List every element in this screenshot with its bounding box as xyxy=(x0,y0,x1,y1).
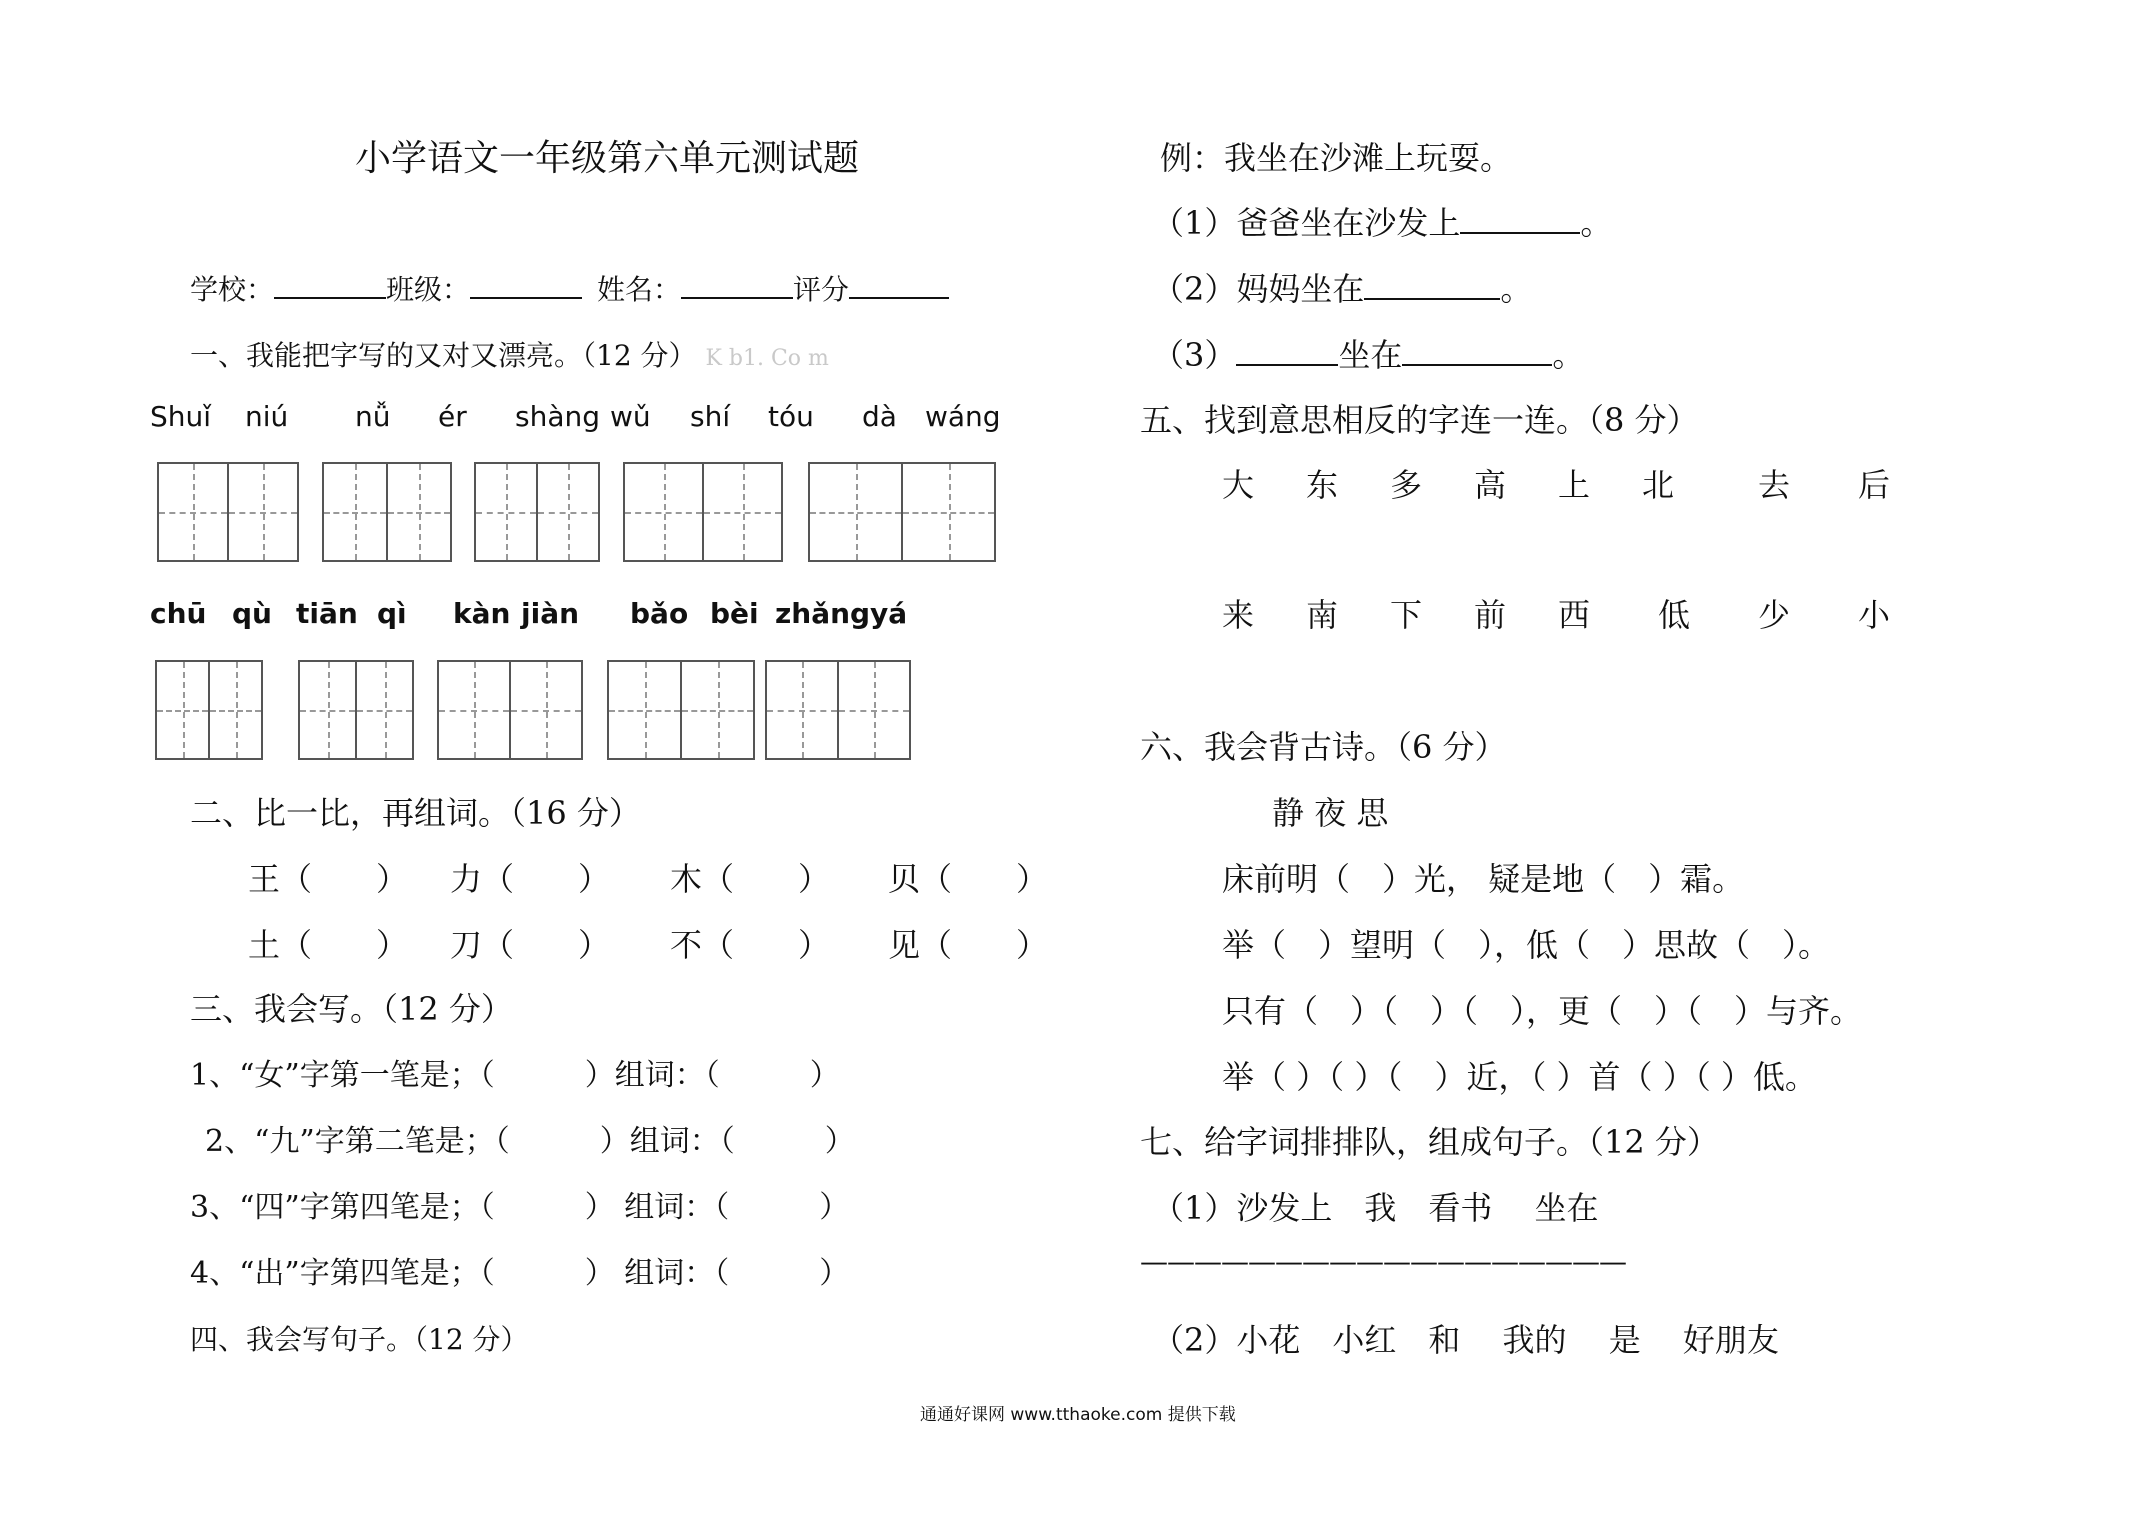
sentence-example: 例：我坐在沙滩上玩耍。 xyxy=(1160,139,1513,177)
writing-grid[interactable] xyxy=(157,462,299,562)
score-blank[interactable] xyxy=(849,271,949,299)
stroke-question-4[interactable]: 4、“出”字第四笔是；（ ） 组词：（ ） xyxy=(190,1256,850,1291)
pinyin: shàng xyxy=(515,400,601,433)
pinyin: qù xyxy=(232,597,272,630)
info-line xyxy=(190,268,949,308)
antonym-char[interactable]: 大 xyxy=(1222,466,1255,504)
order-question-1: （1）沙发上 我 看书 坐在 xyxy=(1152,1189,1599,1227)
pinyin: kàn xyxy=(453,597,511,630)
section-6-heading: 六、我会背古诗。（6 分） xyxy=(1140,728,1507,766)
writing-grid[interactable] xyxy=(298,660,414,760)
pinyin: bǎo xyxy=(630,597,689,630)
section-5-heading: 五、找到意思相反的字连一连。（8 分） xyxy=(1140,401,1699,439)
antonym-char[interactable]: 后 xyxy=(1858,466,1891,504)
poem-line-1[interactable]: 床前明（ ）光， 疑是地（ ）霜。 xyxy=(1222,860,1745,898)
school-blank[interactable] xyxy=(274,271,386,299)
name-blank[interactable] xyxy=(681,271,793,299)
writing-grid[interactable] xyxy=(607,660,755,760)
antonym-char[interactable]: 去 xyxy=(1758,466,1791,504)
antonym-char[interactable]: 下 xyxy=(1390,596,1423,634)
antonym-char[interactable]: 北 xyxy=(1642,466,1675,504)
compare-item[interactable]: 木（ ） xyxy=(670,860,831,898)
antonym-char[interactable]: 少 xyxy=(1758,596,1791,634)
compare-item[interactable]: 贝（ ） xyxy=(888,860,1049,898)
antonym-char[interactable]: 小 xyxy=(1858,596,1891,634)
watermark-text: K b1. Co m xyxy=(705,346,829,371)
pinyin: jiàn xyxy=(521,597,580,630)
sentence-question-3: （3） 坐在 。 xyxy=(1152,336,1585,374)
page-title: 小学语文一年级第六单元测试题 xyxy=(355,138,860,179)
antonym-char[interactable]: 东 xyxy=(1306,466,1339,504)
score-label: 评分 xyxy=(792,273,849,306)
stroke-question-1[interactable]: 1、“女”字第一笔是；（ ）组词：（ ） xyxy=(190,1058,840,1093)
order-question-2: （2）小花 小红 和 我的 是 好朋友 xyxy=(1152,1321,1779,1359)
section-2-heading: 二、比一比，再组词。（16 分） xyxy=(190,794,641,832)
pinyin: qì xyxy=(377,597,407,630)
section-1-heading: 一、我能把字写的又对又漂亮。（12 分） K b1. Co m xyxy=(190,339,829,372)
stroke-question-2[interactable]: 2、“九”字第二笔是；（ ）组词：（ ） xyxy=(205,1124,855,1159)
antonym-char[interactable]: 多 xyxy=(1390,466,1423,504)
answer-dashes[interactable]: —————————————————— xyxy=(1140,1245,1626,1278)
pinyin: bèi xyxy=(710,597,759,630)
antonym-char[interactable]: 前 xyxy=(1474,596,1507,634)
class-blank[interactable] xyxy=(470,271,582,299)
section-4-heading: 四、我会写句子。（12 分） xyxy=(190,1323,529,1356)
pinyin: zhǎng xyxy=(775,597,871,630)
pinyin: dà xyxy=(862,400,897,433)
pinyin: wáng xyxy=(925,400,1001,433)
compare-item[interactable]: 力（ ） xyxy=(450,860,611,898)
pinyin: niú xyxy=(245,400,289,433)
compare-item[interactable]: 不（ ） xyxy=(670,926,831,964)
pinyin: Shuǐ xyxy=(150,400,212,433)
section-3-heading: 三、我会写。（12 分） xyxy=(190,990,513,1028)
antonym-char[interactable]: 西 xyxy=(1558,596,1591,634)
writing-grid[interactable] xyxy=(765,660,911,760)
answer-blank[interactable] xyxy=(1364,272,1500,300)
pinyin: nǚ xyxy=(355,400,391,433)
pinyin: ér xyxy=(438,400,467,433)
writing-grid[interactable] xyxy=(322,462,452,562)
poem-line-4[interactable]: 举（ ）（ ）（ ）近，（ ）首（ ）（ ）低。 xyxy=(1222,1058,1817,1096)
compare-item[interactable]: 见（ ） xyxy=(888,926,1049,964)
answer-blank[interactable] xyxy=(1236,338,1338,366)
writing-grid[interactable] xyxy=(623,462,783,562)
name-label: 姓名： xyxy=(596,273,681,306)
class-label: 班级： xyxy=(386,273,471,306)
footer-source: 通通好课网 www.tthaoke.com 提供下载 xyxy=(920,1405,1236,1425)
writing-grid[interactable] xyxy=(155,660,263,760)
pinyin: chū xyxy=(150,597,207,630)
answer-blank[interactable] xyxy=(1402,338,1552,366)
pinyin: tiān xyxy=(296,597,358,630)
stroke-question-3[interactable]: 3、“四”字第四笔是；（ ） 组词：（ ） xyxy=(190,1190,850,1225)
poem-line-3[interactable]: 只有（ ）（ ）（ ），更（ ）（ ）与齐。 xyxy=(1222,992,1863,1030)
antonym-char[interactable]: 高 xyxy=(1474,466,1507,504)
antonym-char[interactable]: 上 xyxy=(1558,466,1591,504)
compare-item[interactable]: 刀（ ） xyxy=(450,926,611,964)
writing-grid[interactable] xyxy=(808,462,996,562)
antonym-char[interactable]: 南 xyxy=(1306,596,1339,634)
pinyin: wǔ xyxy=(610,400,651,433)
section-7-heading: 七、给字词排排队，组成句子。（12 分） xyxy=(1140,1123,1719,1161)
compare-item[interactable]: 王（ ） xyxy=(248,860,409,898)
school-label: 学校： xyxy=(190,273,275,306)
answer-blank[interactable] xyxy=(1460,206,1580,234)
pinyin: shí xyxy=(690,400,731,433)
antonym-char[interactable]: 来 xyxy=(1222,596,1255,634)
sentence-question-2: （2）妈妈坐在 。 xyxy=(1152,270,1533,308)
poem-line-2[interactable]: 举（ ）望明（ ），低（ ）思故（ ）。 xyxy=(1222,926,1831,964)
compare-item[interactable]: 土（ ） xyxy=(248,926,409,964)
writing-grid[interactable] xyxy=(474,462,600,562)
antonym-char[interactable]: 低 xyxy=(1658,596,1691,634)
pinyin: yá xyxy=(870,597,908,630)
pinyin: tóu xyxy=(768,400,814,433)
poem-title: 静 夜 思 xyxy=(1272,794,1389,832)
writing-grid[interactable] xyxy=(437,660,583,760)
sentence-question-1: （1）爸爸坐在沙发上 。 xyxy=(1152,204,1613,242)
